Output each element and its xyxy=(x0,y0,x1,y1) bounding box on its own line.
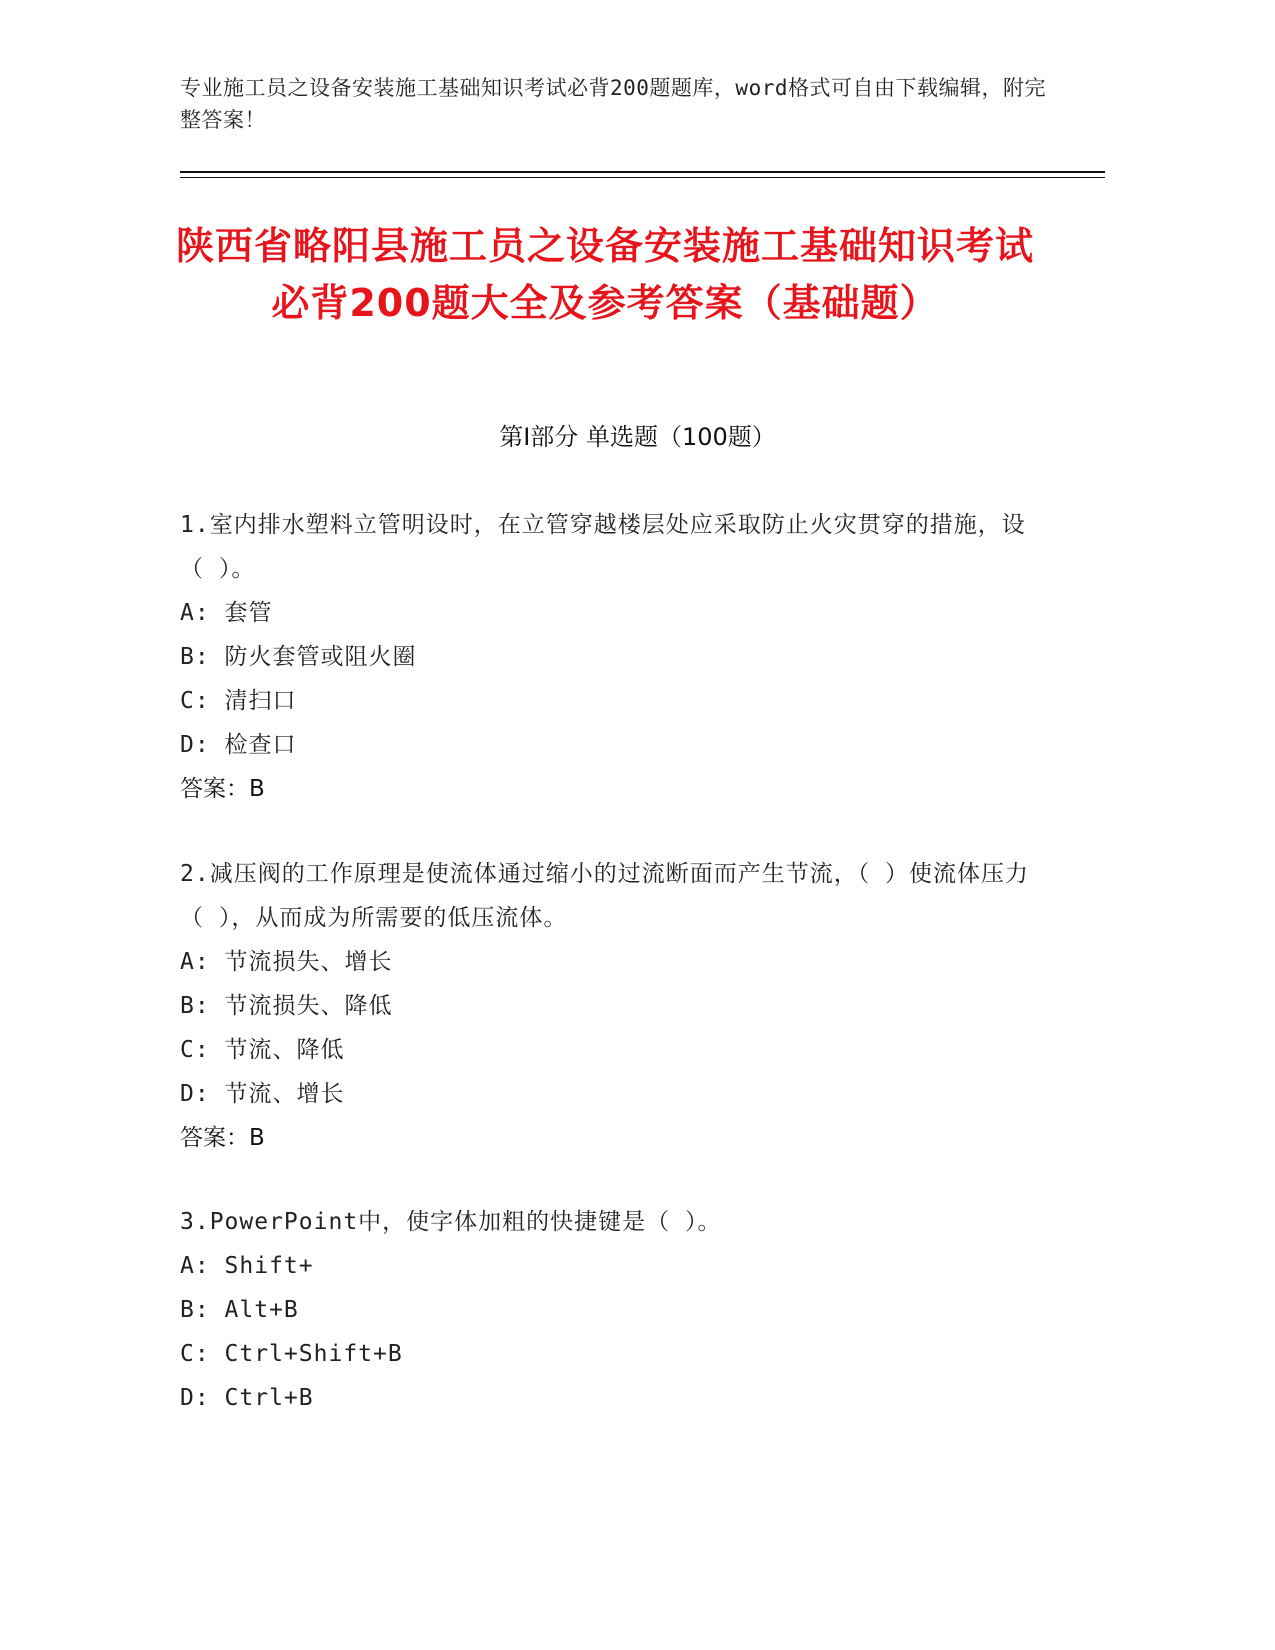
answer: 答案：B xyxy=(180,1125,265,1151)
question-item xyxy=(180,852,1040,1160)
option-c: C: 清扫口 xyxy=(180,688,297,714)
question-stem: 2.减压阀的工作原理是使流体通过缩小的过流断面而产生节流，（ ）使流体压力（ ），从而成为所需要的低压流体。 xyxy=(180,861,1030,931)
header-divider-thin xyxy=(180,177,1105,178)
option-d: D: Ctrl+B xyxy=(180,1385,314,1411)
question-stem: 3.PowerPoint中，使字体加粗的快捷键是（ ）。 xyxy=(180,1209,722,1235)
header-divider-thick xyxy=(180,171,1105,173)
document-title: 陕西省略阳县施工员之设备安装施工基础知识考试必背200题大全及参考答案（基础题） xyxy=(175,224,1034,325)
option-d: D: 节流、增长 xyxy=(180,1081,345,1107)
option-c: C: Ctrl+Shift+B xyxy=(180,1341,403,1367)
option-b: B: 防火套管或阻火圈 xyxy=(180,644,417,670)
option-a: A: Shift+ xyxy=(180,1253,314,1279)
header-note: 专业施工员之设备安装施工基础知识考试必背200题题库，word格式可自由下载编辑，附完整答案！ xyxy=(180,76,1046,132)
question-item xyxy=(180,1200,1040,1420)
question-item xyxy=(180,503,1040,811)
section-heading: 第I部分 单选题（100题） xyxy=(499,423,776,451)
option-b: B: Alt+B xyxy=(180,1297,299,1323)
option-c: C: 节流、降低 xyxy=(180,1037,345,1063)
answer: 答案：B xyxy=(180,776,265,802)
option-d: D: 检查口 xyxy=(180,732,297,758)
question-stem: 1.室内排水塑料立管明设时，在立管穿越楼层处应采取防止火灾贯穿的措施，设（ ）。 xyxy=(180,512,1026,582)
option-b: B: 节流损失、降低 xyxy=(180,993,393,1019)
option-a: A: 套管 xyxy=(180,600,273,626)
option-a: A: 节流损失、增长 xyxy=(180,949,393,975)
